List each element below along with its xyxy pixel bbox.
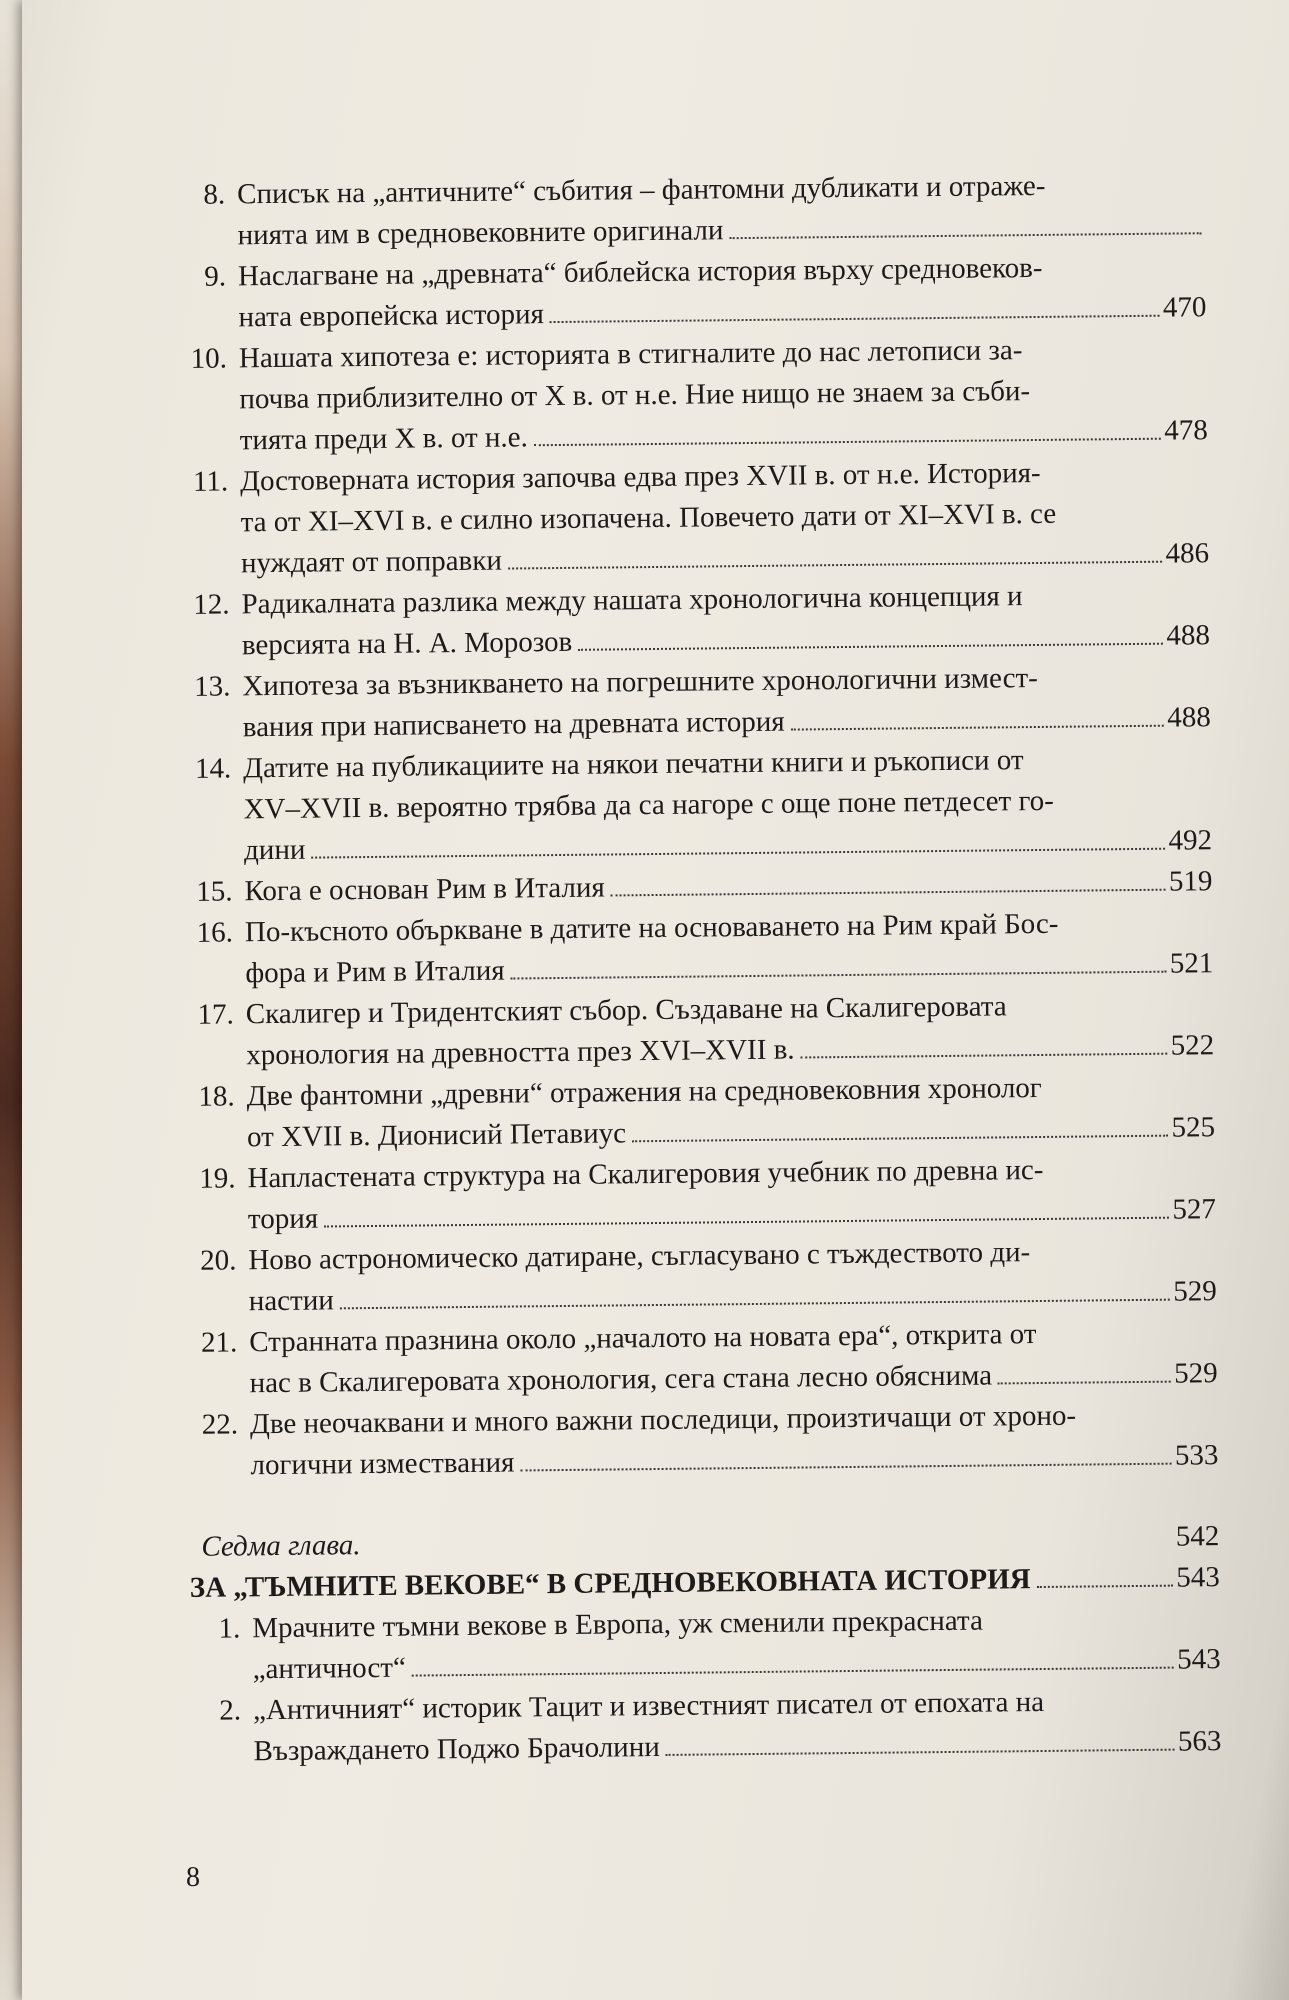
dot-leader [578,643,1162,651]
dot-leader [801,1053,1167,1059]
toc-page-number: 563 [1177,1725,1222,1758]
toc-entry-text [245,902,1214,994]
toc-page-number: 470 [1162,291,1207,324]
toc-entry-line: от XVII в. Дионисий Петавиус [246,1117,627,1154]
toc-page-number: 529 [1173,1275,1217,1308]
toc-entry-line: Списък на „античните“ събития – фантомни дубликати и отраже- [237,169,1046,211]
toc-entry [176,246,1207,339]
toc-entry-number: 8. [203,178,226,211]
toc-page-number: 529 [1173,1357,1218,1390]
toc-entry [179,574,1210,667]
toc-entry-number: 15. [196,875,233,908]
toc-entry-line: настии [248,1284,334,1318]
toc-entry-number: 19. [199,1162,236,1195]
toc-entry-number: 16. [196,916,234,949]
toc-entry [183,902,1214,995]
toc-entry [184,984,1215,1077]
toc-entry-line: Две неочаквани и много важни последици, произтичащи от хроно- [249,1399,1077,1441]
toc-entry [181,738,1212,872]
toc-page-number: 522 [1170,1029,1215,1062]
toc-entry-text [246,984,1215,1076]
toc-page-number: 542 [1175,1520,1220,1553]
toc-entry-text [241,574,1210,666]
toc-entry [177,328,1208,462]
toc-entry-text [246,1066,1215,1158]
toc-page-number: 488 [1166,619,1211,652]
toc-entry [180,656,1211,749]
toc-entry-line: нията им в средновековните оригинали [237,214,724,252]
chapter-label: Седма глава. [201,1529,361,1563]
chapter-section [189,1516,1222,1773]
dot-leader [998,1381,1170,1385]
toc-entry-number: 12. [193,588,230,621]
toc-entry-text [237,164,1206,256]
dot-leader [791,725,1164,731]
dot-leader [511,971,1166,980]
toc-entry-number: 1. [218,1612,241,1645]
toc-entry-line: Ново астрономическо датиране, съгласувано с тъждеството ди- [248,1236,1031,1277]
dot-leader [311,848,1164,859]
toc-entry-line: тория [247,1202,319,1236]
dot-leader [534,438,1160,447]
toc-entry-last-line [250,1435,1218,1486]
toc-page-number: 488 [1167,701,1211,734]
toc-entry-line: Радикалната разлика между нашата хронологична концепция и [241,580,1023,621]
page-number: 8 [186,1862,200,1893]
toc-page-number: 527 [1172,1193,1217,1226]
toc-entry-line: По-късното объркване в датите на основаването на Рим край Бос- [244,907,1059,949]
dot-leader [1037,1585,1173,1588]
toc-entry-line: дини [243,833,306,867]
toc-entry-number: 17. [197,998,234,1031]
dot-leader [508,561,1162,570]
toc-entry-text [253,1680,1222,1772]
toc-entry-number: 13. [193,670,231,703]
toc-entry-line: Напластената структура на Скалигеровия учебник по древна ис- [247,1153,1044,1195]
dot-leader [730,232,1202,239]
toc-entry [187,1312,1218,1405]
dot-leader [324,1217,1168,1228]
toc-entry-line: ната европейска история [238,298,545,334]
toc-entry [188,1394,1219,1487]
toc-entry-line: Две фантомни „древни“ отражения на средновековния хронолог [246,1071,1042,1113]
toc-entry-line: Възраждането Поджо Брачолини [253,1731,660,1768]
toc-entry-line: та от XI–XVI в. е силно изопачена. Повечето дати от XI–XVI в. се [240,497,1057,539]
dot-leader [340,1299,1169,1310]
toc-entry-line: Мрачните тъмни векове в Европа, уж сменили прекрасната [252,1604,984,1645]
toc-entry-line: „Античният“ историк Тацит и известният писател от епохата на [252,1685,1045,1727]
toc-entry-text [248,1230,1217,1322]
toc-entry-line: Достоверната история започва едва през XVII в. от н.е. История- [240,456,1041,498]
toc-entry-number: 18. [198,1080,235,1113]
toc-entry-line: логични измествания [250,1446,515,1482]
toc-page-number: 543 [1176,1643,1221,1676]
toc-entry-line: XV–XVII в. вероятно трябва да са нагоре с още поне петдесет го- [243,784,1055,826]
toc-entry-number: 22. [201,1408,239,1441]
toc-entry-text [240,451,1209,584]
toc-entry-text [242,656,1211,748]
toc-entry-number: 11. [192,465,229,498]
toc-entry-number: 10. [190,342,228,375]
toc-entry-text [243,738,1212,871]
toc-entry-line: версията на Н. А. Морозов [241,625,573,662]
toc-entry [190,1598,1221,1691]
toc-page-number: 525 [1171,1111,1216,1144]
toc-entry-line: Странната празнина около „началото на новата ера“, открита от [249,1318,1037,1359]
toc-entry-line: Нашата хипотеза е: историята в стигналите до нас летописи за- [238,334,1023,375]
chapter-title: ЗА „ТЪМНИТЕ ВЕКОВЕ“ В СРЕДНОВЕКОВНАТА ИСТОРИЯ [189,1563,1031,1604]
toc-entry-line: нас в Скалигеровата хронология, сега стана лесно обяснима [249,1359,993,1400]
toc-entry-text [250,1394,1219,1486]
dot-leader [666,1749,1174,1756]
toc-entry-line: хронология на древността през XVI–XVII в. [246,1033,795,1072]
toc-page-number: 533 [1174,1439,1219,1472]
toc-entry-text [252,1598,1221,1690]
toc-page-number: 521 [1169,947,1214,980]
toc-entry-text [249,1312,1218,1404]
toc-page-number: 486 [1165,537,1210,570]
toc-entry-line: Наслагване на „древната“ библейска история върху средновеков- [237,251,1043,293]
toc-page-number: 492 [1168,824,1213,857]
toc-entry-line: Хипотеза за възникването на погрешните хронологични измест- [242,661,1039,703]
toc-entry-line: Датите на публикациите на някои печатни книги и ръкописи от [243,744,1024,785]
table-of-contents [175,164,1222,1773]
dot-leader [611,889,1165,897]
toc-entry-number: 14. [194,752,232,785]
toc-entry [178,451,1209,585]
toc-page-number: 519 [1168,865,1213,898]
toc-entry-line: Скалигер и Тридентският събор. Създаване на Скалигеровата [245,990,1007,1031]
toc-entry-line: вания при написването на древната история [242,705,785,744]
toc-entry-line: Кога е основан Рим в Италия [244,871,605,908]
toc-entry-text [238,246,1207,338]
toc-entry-number: 20. [199,1244,237,1277]
toc-entry-number: 2. [219,1694,242,1727]
toc-entry-line: „античност“ [252,1651,407,1686]
toc-page-number: 478 [1164,414,1208,447]
dot-leader [632,1135,1168,1143]
toc-entry-number: 9. [204,260,227,293]
dot-leader [520,1463,1171,1472]
toc-entry-line: тията преди Х в. от н.е. [239,421,528,457]
toc-entry-text [247,1148,1216,1240]
toc-entry [185,1148,1216,1241]
toc-page-number: 543 [1176,1561,1220,1594]
toc-entry-line: фора и Рим в Италия [245,954,505,990]
toc-entry [191,1680,1222,1773]
toc-entry [186,1230,1217,1323]
toc-entry-line: почва приблизително от Х в. от н.е. Ние нищо не знаем за съби- [239,375,1031,416]
toc-entry-text [239,328,1208,461]
dot-leader [550,315,1159,323]
toc-entry-number: 21. [200,1326,238,1359]
toc-entry [175,164,1206,257]
toc-entry-line: нуждаят от поправки [240,544,503,580]
dot-leader [412,1667,1173,1677]
toc-entry [184,1066,1215,1159]
